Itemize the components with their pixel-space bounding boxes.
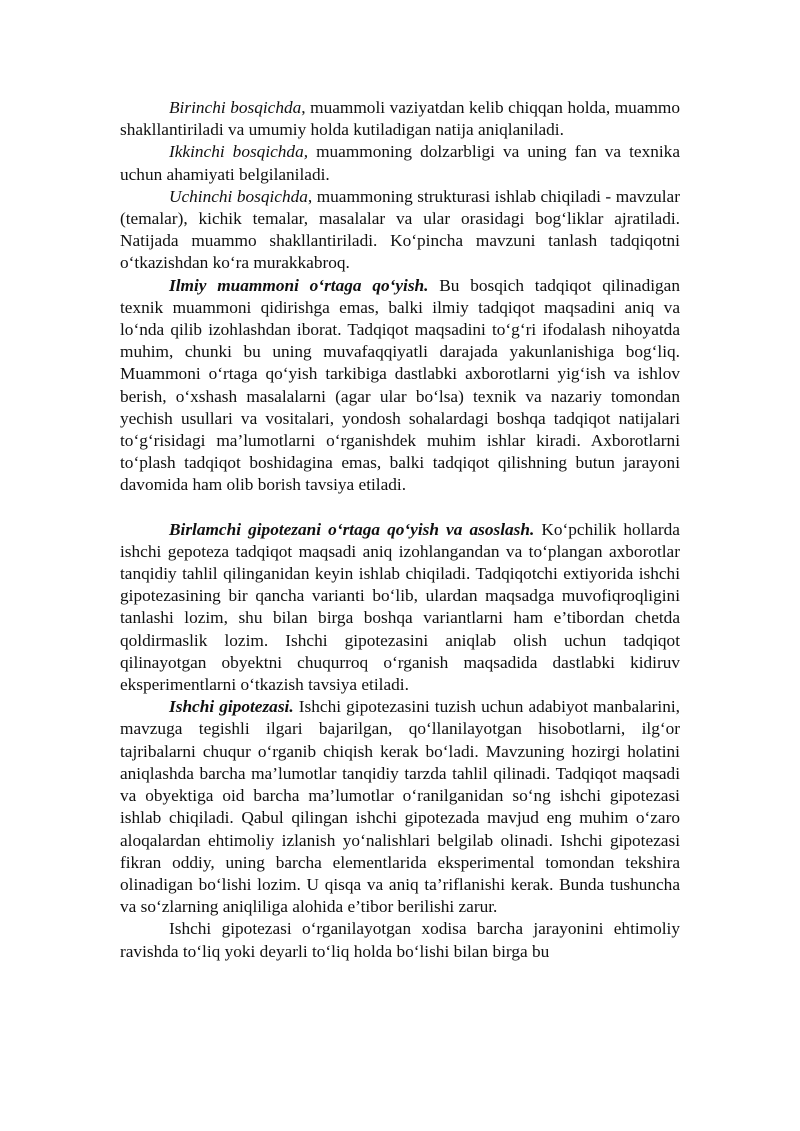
document-page (120, 97, 680, 963)
paragraph-primary-hypothesis (120, 519, 680, 697)
paragraph-text: muammoning dolzarbligi va uning fan va texnika uchun ahamiyati belgilaniladi. (120, 142, 680, 184)
paragraph-scientific-problem (120, 275, 680, 497)
paragraph-spacer (120, 497, 680, 519)
paragraph-lead: Birinchi bosqichda (169, 98, 302, 117)
paragraph-text: Ishchi gipotezasi o‘rganilayotgan xodisa barcha jarayonini ehtimoliy ravishda to‘liq yoki deyarli to‘liq holda bo‘lishi bilan birga bu (120, 919, 680, 961)
paragraph-lead: Uchinchi bosqichda (169, 186, 308, 206)
paragraph-text: , muammoli vaziyatdan kelib chiqqan holda, muammo shakllantiriladi va umumiy holda kutiladigan natija aniqlaniladi. (120, 98, 681, 140)
paragraph-heading: Birlamchi gipotezani o‘rtaga qo‘yish va asoslash. (169, 519, 535, 539)
paragraph-third-stage (120, 186, 680, 275)
paragraph-text: , muammoning strukturasi ishlab chiqiladi - mavzular (temalar), kichik temalar, masalalar va ular orasidagi bog‘liklar ajratiladi. Natijada muammo shakllantiriladi. Ko‘pincha mavzuni tanlash tadqiqotni o‘tkazishdan ko‘ra murakkabroq. (120, 186, 680, 273)
paragraph-working-hypothesis (120, 696, 680, 918)
paragraph-continuation (120, 918, 680, 962)
paragraph-second-stage (120, 141, 680, 185)
paragraph-first-stage (120, 97, 680, 141)
paragraph-lead: Ikkinchi bosqichda, (169, 142, 309, 162)
paragraph-text: Ko‘pchilik hollarda ishchi gepoteza tadqiqot maqsadi aniq izohlangandan va to‘plangan axborotlar tanqidiy tahlil qilinganidan keyin ishlab chiqiladi. Tadqiqotchi extiyorida ishchi gipotezasining bir qancha varianti bo‘lib, ulardan maqsadga muvofiqroqligini tanlashi lozim, shu bilan birga boshqa variantlarni ham e’tibordan chetda qoldirmaslik lozim. Ishchi gipotezasini aniqlab olish uchun tadqiqot qilinayotgan obyektni chuqurroq o‘rganish maqsadida dastlabki kidiruv eksperimentlarni o‘tkazish tavsiya etiladi. (120, 519, 680, 695)
paragraph-text: Ishchi gipotezasini tuzish uchun adabiyot manbalarini, mavzuga tegishli ilgari bajarilgan, qo‘llanilayotgan hisobotlarni, ilg‘or tajribalarni chuqur o‘rganib chiqish kerak bo‘ladi. Mavzuning hozirgi holatini aniqlashda barcha ma’lumotlar tanqidiy tarzda tahlil qilinadi. Tadqiqot maqsadi va obyektiga oid barcha ma’lumotlar o‘ranilganidan so‘ng ishchi gipotezasi ishlab chiqiladi. Qabul qilingan ishchi gipotezada mavjud eng muhim o‘zaro aloqalardan ehtimoliy izlanish yo‘nalishlari belgilab olinadi. Ishchi gipotezasi fikran oddiy, uning barcha elementlarida eksperimental tomondan tekshira olinadigan bo‘lishi lozim. U qisqa va aniq ta’riflanishi kerak. Bunda tushuncha va so‘zlarning aniqliliga alohida e’tibor berilishi zarur. (120, 697, 680, 917)
paragraph-heading: Ilmiy muammoni o‘rtaga qo‘yish. (169, 275, 429, 295)
paragraph-text: Bu bosqich tadqiqot qilinadigan texnik muammoni qidirishga emas, balki ilmiy tadqiqot maqsadini aniq va lo‘nda qilib izohlashdan iborat. Tadqiqot maqsadini to‘g‘ri ifodalash nihoyatda muhim, chunki bu uning muvafaqqiyatli darajada yakunlanishiga bog‘liq. Muammoni o‘rtaga qo‘yish tarkibiga dastlabki axborotlarni yig‘ish va ishlov berish, o‘xshash masalalarni (agar ular bo‘lsa) texnik va nazariy tomondan yechish usullari va vositalari, yondosh sohalardagi boshqa tadqiqot natijalari to‘g‘risidagi ma’lumotlarni o‘rganishdek muhim ishlar kiradi. Axborotlarni to‘plash tadqiqot boshidagina emas, balki tadqiqot qilishning butun jarayoni davomida ham olib borish tavsiya etiladi. (120, 275, 680, 495)
paragraph-heading: Ishchi gipotezasi. (169, 697, 294, 717)
